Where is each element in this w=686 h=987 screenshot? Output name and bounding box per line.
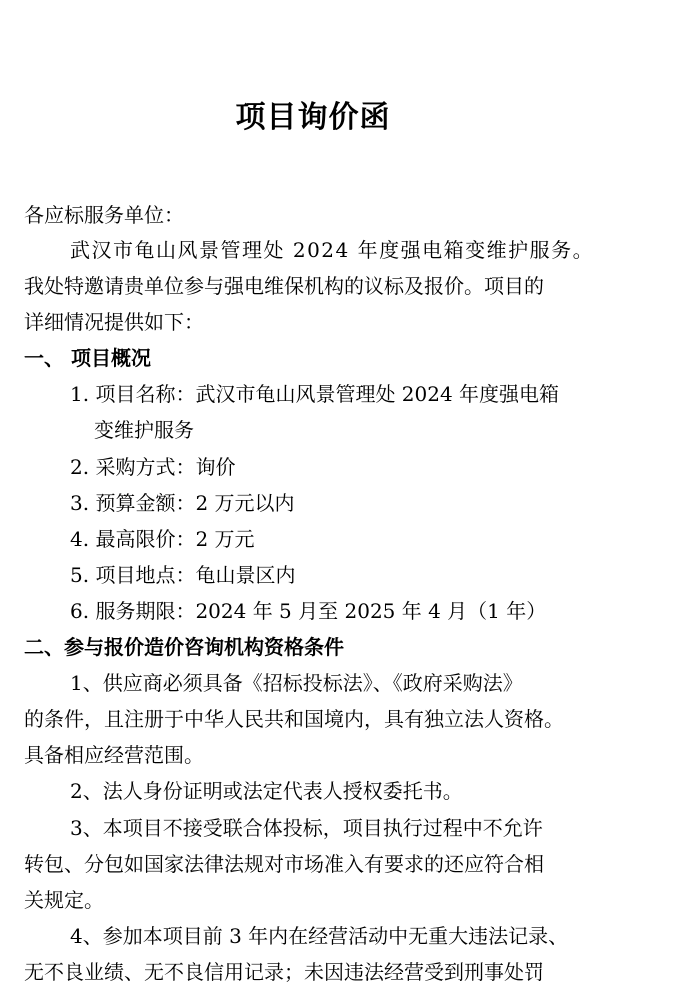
document-title: 项目询价函 [235, 100, 391, 135]
qualification-line-6: 转包、分包如国家法律法规对市场准入有要求的还应符合相 [24, 852, 544, 876]
qualification-line-4: 2、法人身份证明或法定代表人授权委托书。 [70, 779, 463, 803]
intro-line-2: 我处特邀请贵单位参与强电维保机构的议标及报价。项目的 [24, 274, 544, 298]
section-2-heading: 二、参与报价造价咨询机构资格条件 [24, 635, 344, 659]
overview-item-4: 4. 最高限价：2 万元 [70, 527, 255, 551]
overview-item-2: 2. 采购方式：询价 [70, 455, 236, 479]
qualification-line-7: 关规定。 [24, 888, 104, 912]
overview-item-1-continued: 变维护服务 [94, 418, 194, 442]
intro-line-3: 详细情况提供如下： [24, 310, 204, 334]
qualification-line-2: 的条件，且注册于中华人民共和国境内，具有独立法人资格。 [24, 707, 564, 731]
overview-item-6: 6. 服务期限：2024 年 5 月至 2025 年 4 月（1 年） [70, 599, 547, 623]
intro-line-1: 武汉市龟山风景管理处 2024 年度强电箱变维护服务。 [70, 238, 595, 262]
qualification-line-9: 无不良业绩、无不良信用记录；未因违法经营受到刑事处罚 [24, 960, 544, 984]
section-1-heading: 一、 项目概况 [24, 346, 151, 370]
overview-item-1: 1. 项目名称：武汉市龟山风景管理处 2024 年度强电箱 [70, 382, 560, 406]
overview-item-5: 5. 项目地点：龟山景区内 [70, 563, 296, 587]
qualification-line-1: 1、供应商必须具备《招标投标法》、《政府采购法》 [70, 671, 523, 695]
qualification-line-3: 具备相应经营范围。 [24, 743, 204, 767]
qualification-line-5: 3、本项目不接受联合体投标，项目执行过程中不允许 [70, 816, 543, 840]
overview-item-3: 3. 预算金额：2 万元以内 [70, 491, 295, 515]
salutation: 各应标服务单位： [24, 203, 184, 227]
qualification-line-8: 4、参加本项目前 3 年内在经营活动中无重大违法记录、 [70, 924, 569, 948]
